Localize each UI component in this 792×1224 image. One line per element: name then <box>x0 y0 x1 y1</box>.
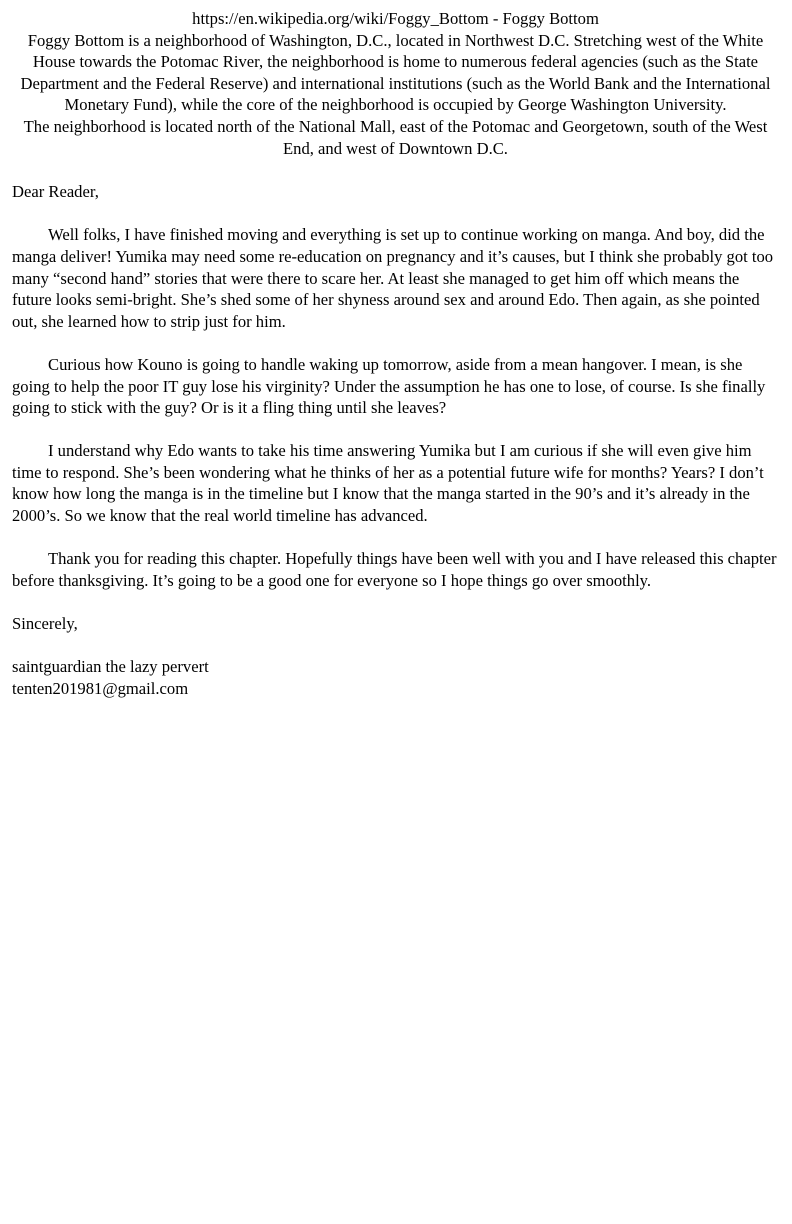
signature: saintguardian the lazy pervert <box>12 657 209 677</box>
paragraph-gap <box>12 419 779 441</box>
header-paragraph-1: Foggy Bottom is a neighborhood of Washington, D.C., located in Northwest D.C. Stretching west of the White House towards the Potomac River, the neighborhood is home to numerous federal agencies (such as the State Department and the Federal Reserve) and international institutions (such as the World Bank and the International Monetary Fund), while the core of the neighborhood is occupied by George Washington University. <box>20 30 771 115</box>
letter-paragraph-1: Well folks, I have finished moving and everything is set up to continue working on manga. And boy, did the manga deliver! Yumika may need some re-education on pregnancy and it’s causes, but I think she probably got too many “second hand” stories that were there to scare her. At least she managed to get him off which means the future looks semi-bright. She’s shed some of her shyness around sex and around Edo. Then again, as she pointed out, she learned how to strip just for him. <box>12 225 774 331</box>
letter-body <box>12 181 779 699</box>
email-address <box>12 678 779 700</box>
letter-paragraph-4: Thank you for reading this chapter. Hopefully things have been well with you and I have released this chapter before thanksgiving. It’s going to be a good one for everyone so I hope things go over smoothly. <box>12 549 777 590</box>
letter-paragraph-2: Curious how Kouno is going to handle waking up tomorrow, aside from a mean hangover. I mean, is she going to help the poor IT guy lose his virginity? Under the assumption he has one to lose, of course. Is she finally going to stick with the guy? Or is it a fling thing until she leaves? <box>12 354 766 418</box>
paragraph-gap <box>12 332 779 354</box>
closing: Sincerely, <box>12 614 78 634</box>
paragraph-gap <box>12 591 779 613</box>
email-link[interactable]: tenten201981@gmail.com <box>12 678 189 698</box>
letter-paragraph-3: I understand why Edo wants to take his time answering Yumika but I am curious if she will even give him time to respond. She’s been wondering what he thinks of her as a potential future wife for months? Years? I don’t know how long the manga is in the timeline but I know that the manga started in the 90’s and it’s already in the 2000’s. So we know that the real world timeline has advanced. <box>12 441 764 526</box>
source-line: https://en.wikipedia.org/wiki/Foggy_Bottom - Foggy Bottom <box>192 9 599 28</box>
salutation: Dear Reader, <box>12 182 99 202</box>
wiki-header <box>12 8 779 159</box>
paragraph-gap <box>12 527 779 549</box>
header-paragraph-2: The neighborhood is located north of the National Mall, east of the Potomac and Georgetown, south of the West End, and west of Downtown D.C. <box>23 116 768 158</box>
paragraph-gap <box>12 203 779 225</box>
paragraph-gap <box>12 635 779 657</box>
